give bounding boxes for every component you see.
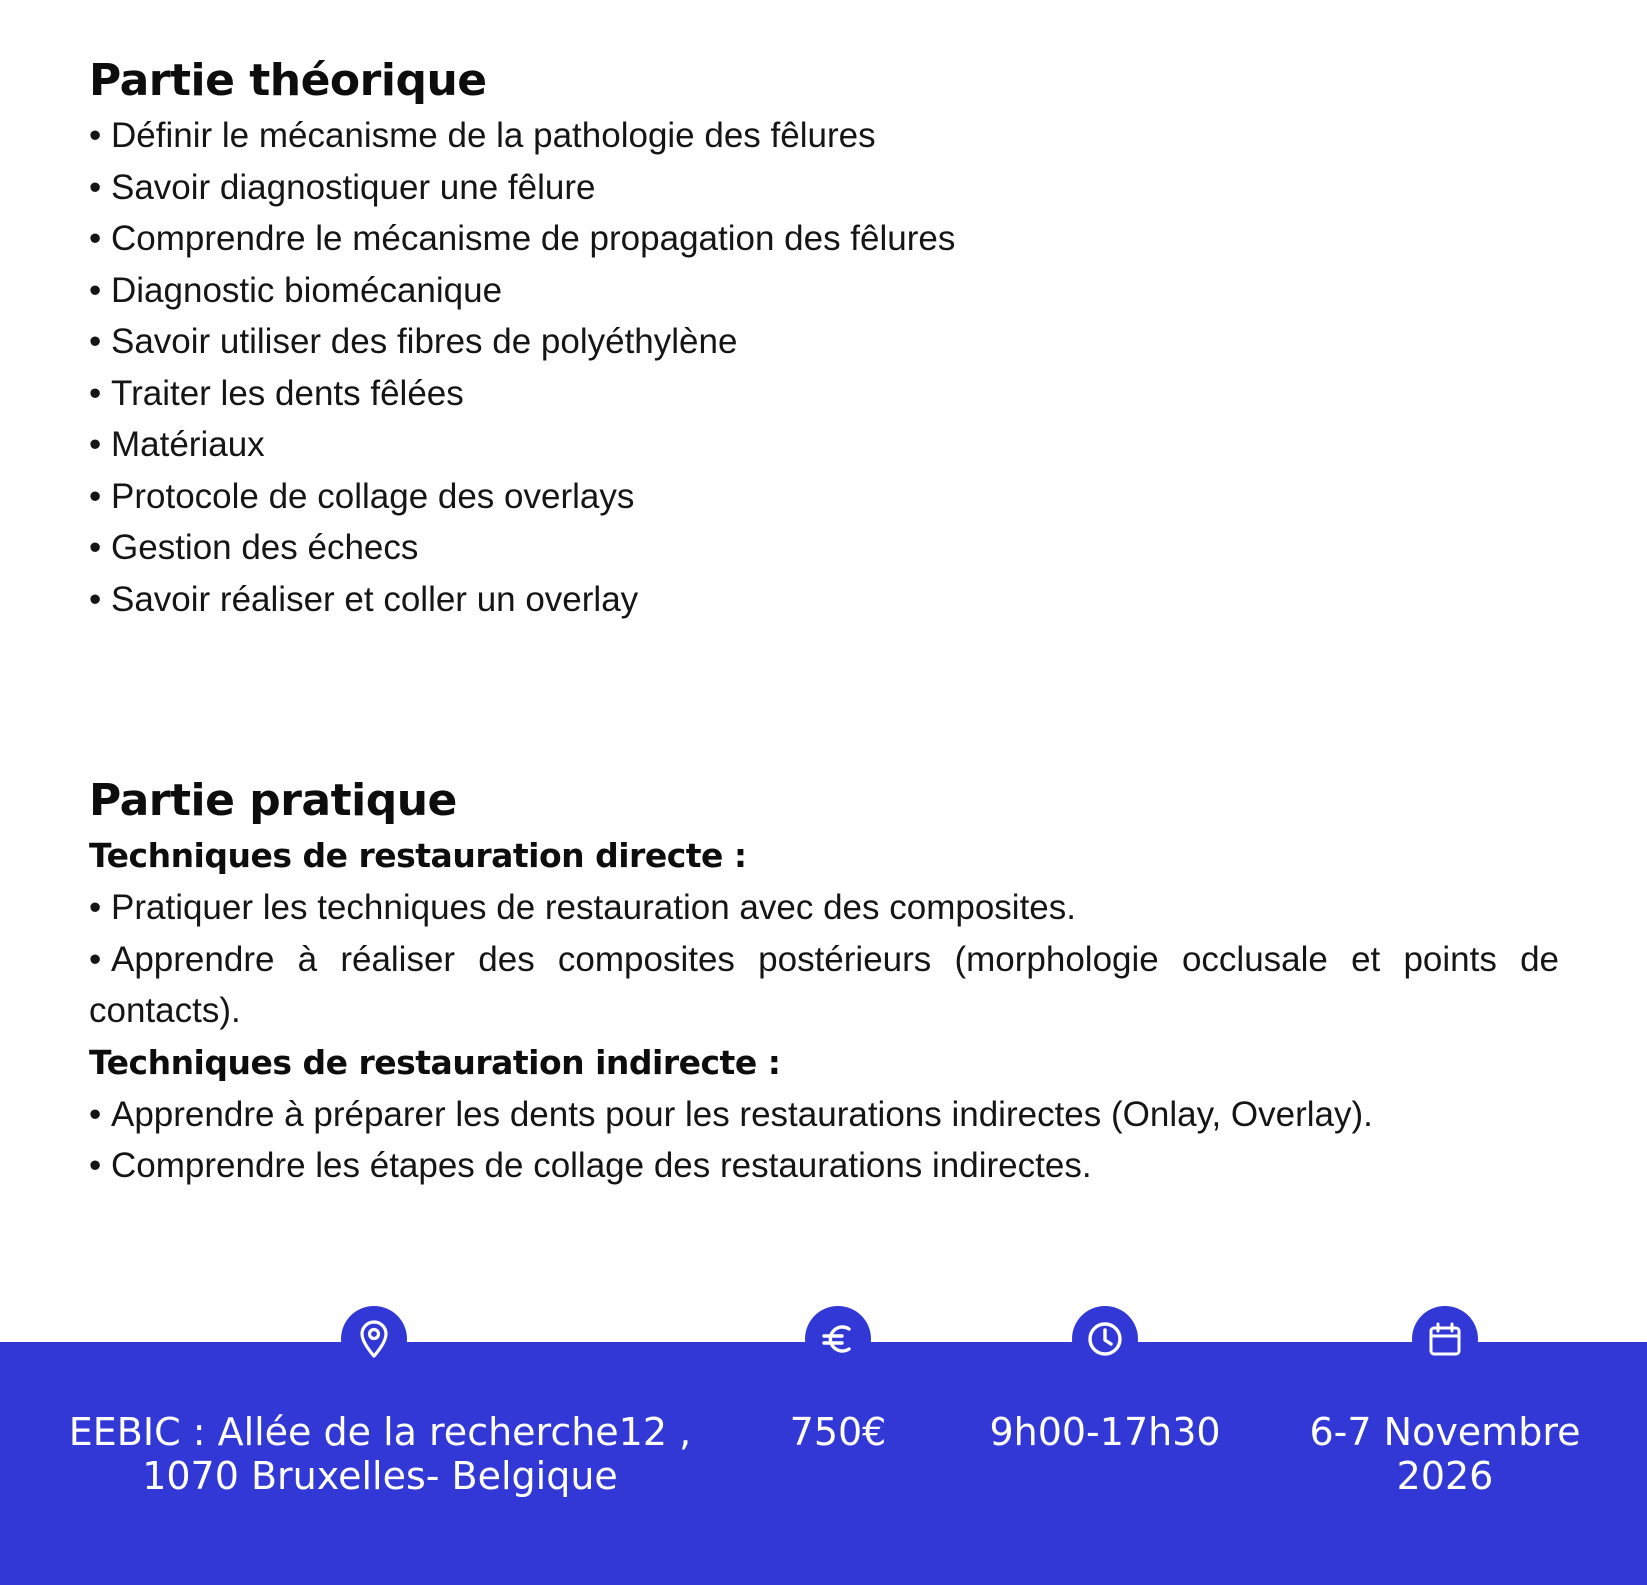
time-value: 9h00-17h30: [989, 1410, 1221, 1454]
list-item: • Comprendre le mécanisme de propagation des fêlures: [89, 219, 956, 258]
indirect-techniques-heading: Techniques de restauration indirecte :: [89, 1042, 781, 1082]
location-line-1: EEBIC : Allée de la recherche12 ,: [68, 1410, 692, 1454]
time-info: [985, 1410, 1225, 1454]
list-item: • Apprendre à préparer les dents pour les restaurations indirectes (Onlay, Overlay).: [89, 1094, 1373, 1134]
list-item: • Apprendre à réaliser des composites postérieurs (morphologie occlusale et points de contacts).: [89, 939, 1559, 1030]
direct-techniques-heading: Techniques de restauration directe :: [89, 836, 747, 875]
practice-heading: Partie pratique: [89, 775, 457, 826]
date-line-1: 6-7 Novembre: [1309, 1410, 1581, 1454]
price-info: [760, 1410, 916, 1454]
list-item: • Définir le mécanisme de la pathologie des fêlures: [89, 116, 876, 155]
location-line-2: 1070 Bruxelles- Belgique: [142, 1454, 618, 1498]
clock-icon: [1072, 1306, 1138, 1372]
list-item: • Savoir utiliser des fibres de polyéthylène: [89, 322, 738, 361]
list-item: • Gestion des échecs: [89, 528, 419, 567]
theory-list: [89, 110, 1569, 625]
indirect-techniques-list: [89, 1089, 1569, 1192]
list-item: • Savoir réaliser et coller un overlay: [89, 579, 639, 619]
price-value: 750€: [789, 1410, 887, 1454]
list-item: • Diagnostic biomécanique: [89, 270, 503, 310]
date-info: [1300, 1410, 1590, 1498]
list-item: • Traiter les dents fêlées: [89, 373, 464, 413]
date-line-2: 2026: [1396, 1454, 1494, 1498]
list-item: • Protocole de collage des overlays: [89, 476, 635, 516]
map-pin-icon: [341, 1306, 407, 1372]
list-item: • Savoir diagnostiquer une fêlure: [89, 167, 596, 207]
list-item: • Pratiquer les techniques de restauration avec des composites.: [89, 888, 1076, 927]
theory-heading: Partie théorique: [89, 55, 487, 106]
list-item: • Matériaux: [89, 425, 265, 464]
direct-techniques-list: [89, 882, 1569, 1037]
calendar-icon: [1412, 1306, 1478, 1372]
theory-section: [89, 52, 1569, 625]
euro-icon: [805, 1306, 871, 1372]
location-info: [60, 1410, 700, 1498]
list-item: • Comprendre les étapes de collage des restaurations indirectes.: [89, 1146, 1092, 1185]
practice-section: [89, 772, 1569, 1192]
